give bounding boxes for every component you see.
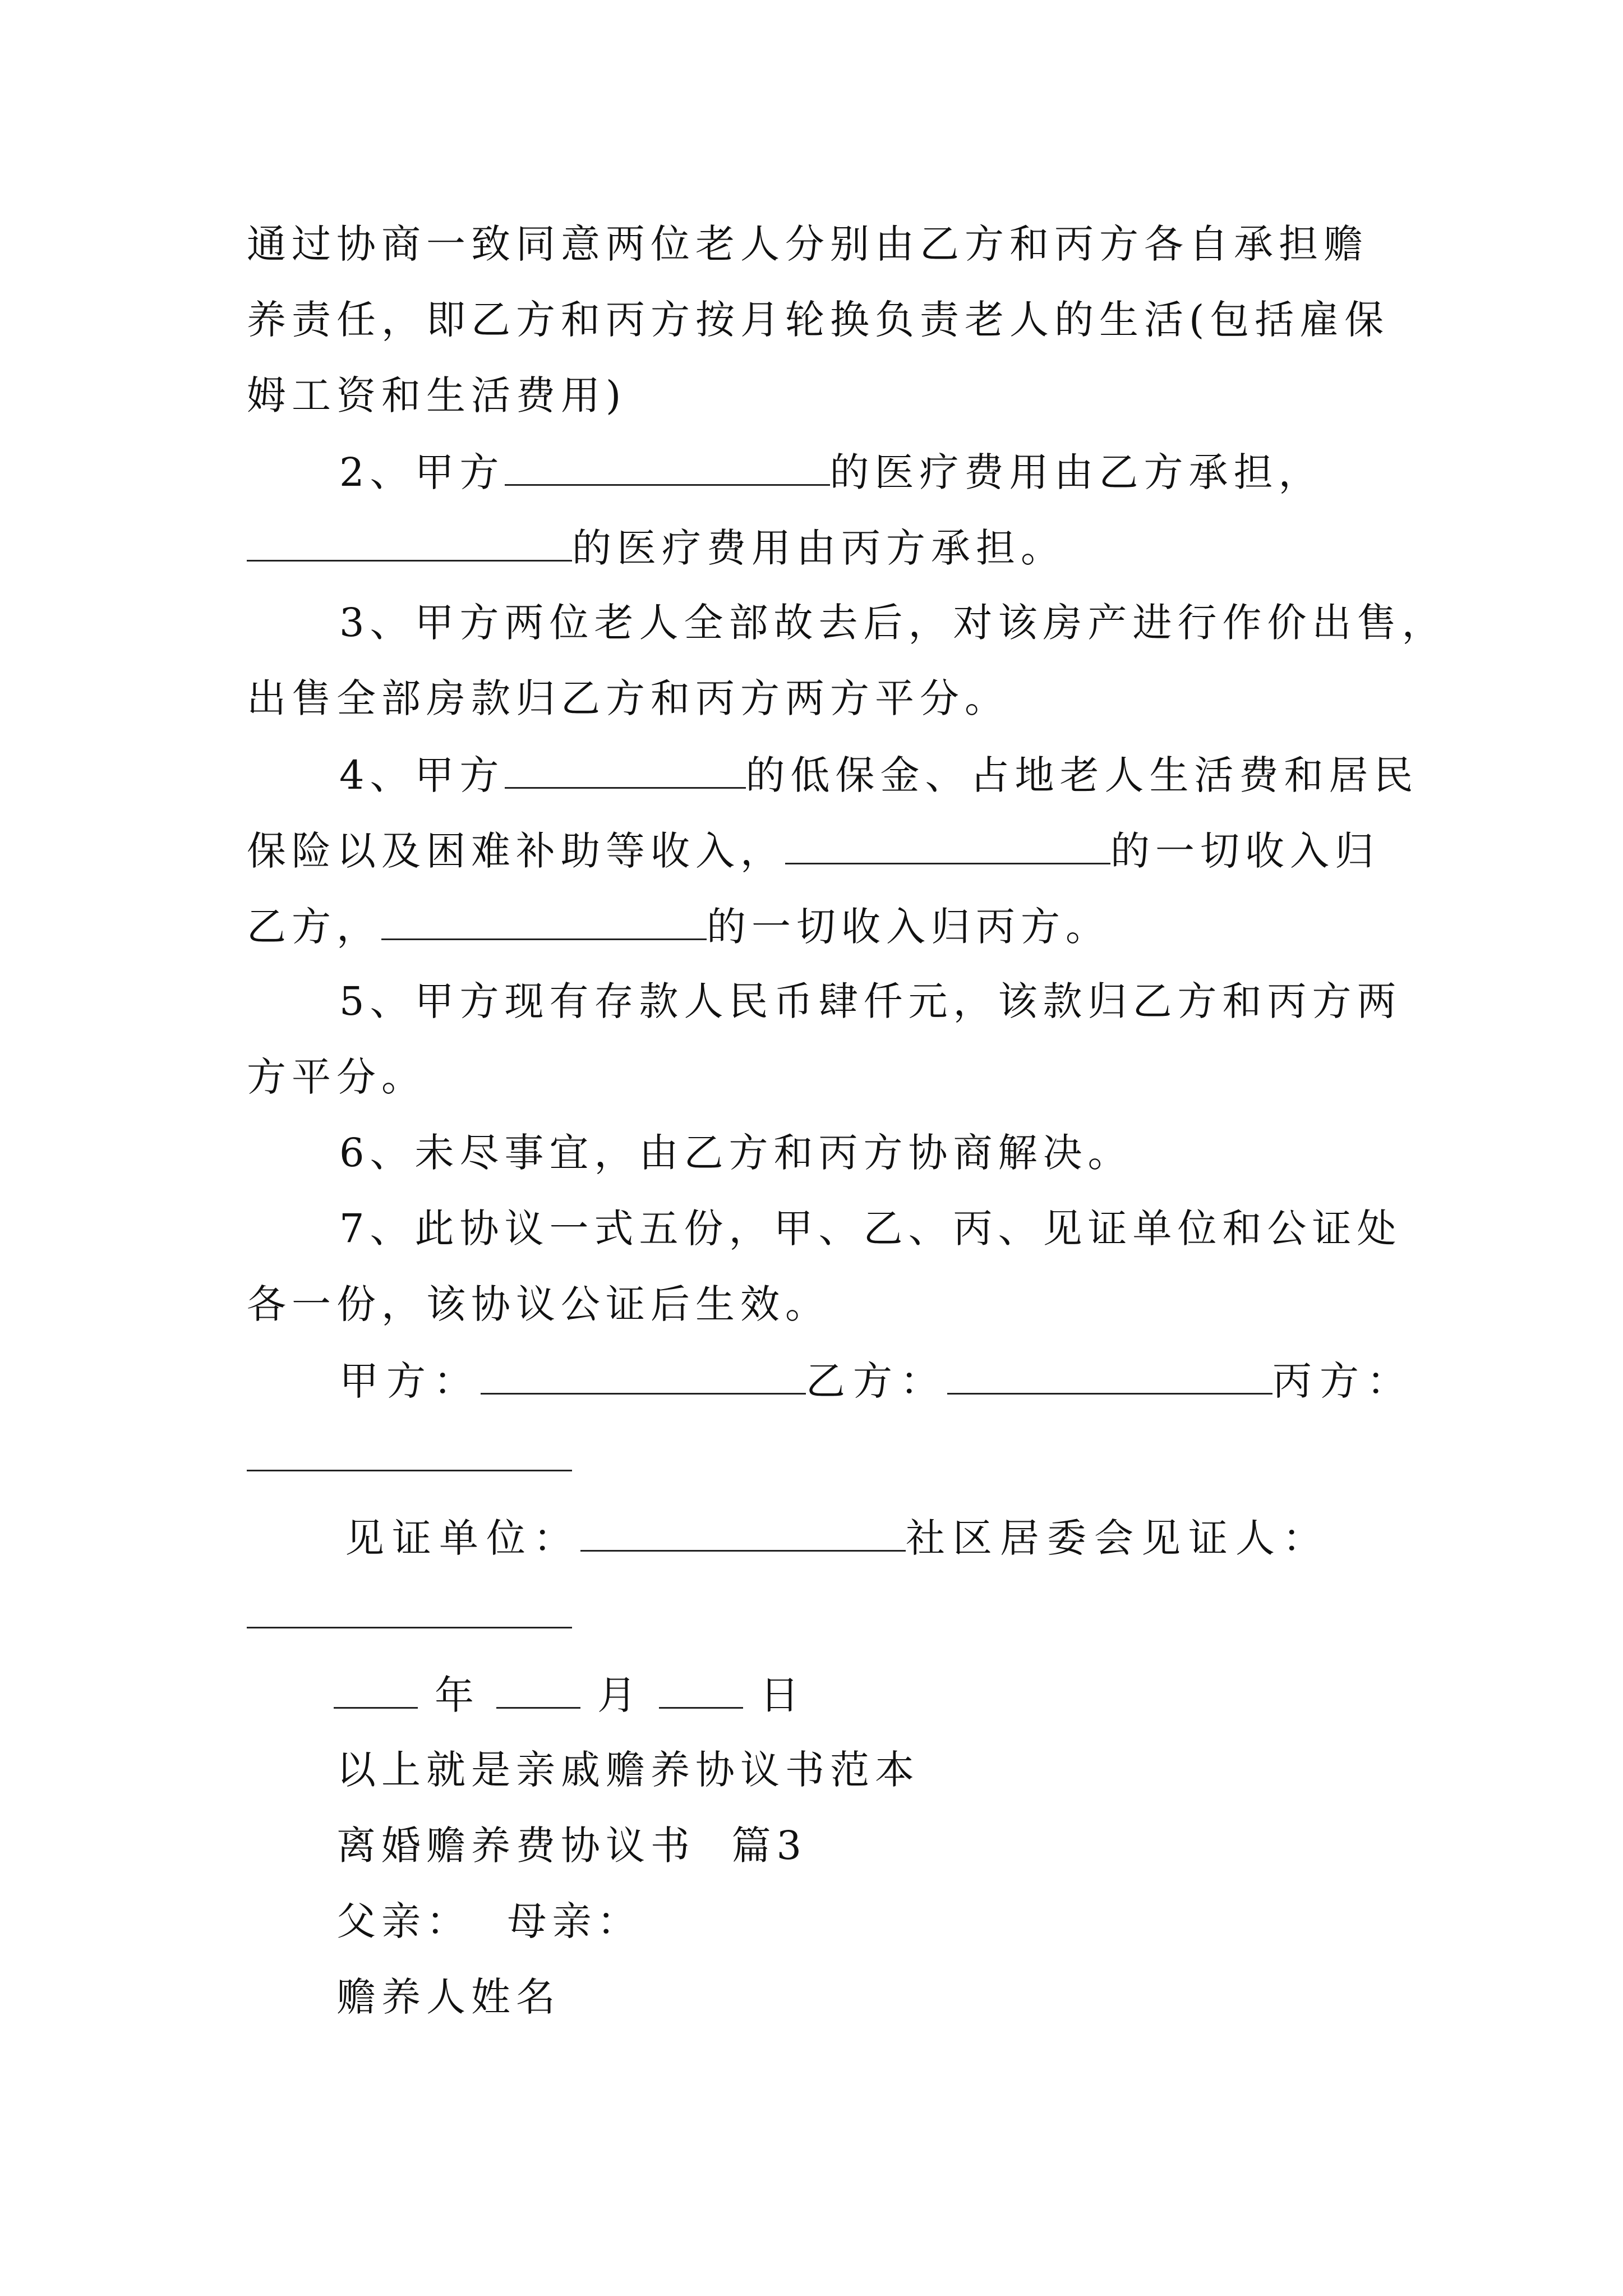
item-2-suffix: 的医疗费用由丙方承担。 <box>572 525 1066 571</box>
item-7-line-2: 各一份，该协议公证后生效。 <box>247 1281 830 1327</box>
item-2-prefix: 2、甲方 <box>339 449 505 495</box>
day-label: 日 <box>760 1672 805 1718</box>
item-4-line-3 <box>247 904 1110 950</box>
party-c-blank <box>247 1470 572 1471</box>
item-4-line-2-start: 保险以及困难补助等收入， <box>247 828 785 874</box>
parents-line: 父亲： 母亲： <box>336 1898 642 1944</box>
item-4-blank-1 <box>505 754 746 789</box>
year-blank <box>334 1674 418 1709</box>
item-2-mid: 的医疗费用由乙方承担， <box>829 449 1324 495</box>
item-4-blank-2 <box>785 830 1110 864</box>
month-label: 月 <box>597 1672 642 1718</box>
month-blank <box>496 1674 580 1709</box>
item-4-line-3-end: 的一切收入归丙方。 <box>707 904 1110 950</box>
party-b-label: 乙方： <box>806 1358 947 1404</box>
closing-text: 以上就是亲戚赡养协议书范本 <box>336 1747 920 1793</box>
signature-line-parties <box>339 1358 1414 1404</box>
party-c-label: 丙方： <box>1272 1358 1414 1404</box>
item-3-line-2: 出售全部房款归乙方和丙方两方平分。 <box>247 675 1009 721</box>
date-line <box>334 1672 805 1718</box>
item-2-line-2 <box>247 525 1066 571</box>
paragraph-1-line-2: 养责任，即乙方和丙方按月轮换负责老人的生活(包括雇保 <box>247 297 1390 343</box>
item-4-prefix: 4、甲方 <box>339 752 505 798</box>
item-5-line-2: 方平分。 <box>247 1054 426 1100</box>
item-5-line-1: 5、甲方现有存款人民币肆仟元，该款归乙方和丙方两 <box>339 978 1402 1024</box>
supporter-name-line: 赡养人姓名 <box>336 1974 561 2020</box>
item-4-line-2 <box>247 828 1380 874</box>
item-4-line-1 <box>339 752 1419 798</box>
item-2-line-1 <box>339 449 1324 495</box>
signature-line-witness <box>345 1515 1330 1561</box>
section-title: 离婚赡养费协议书 篇3 <box>336 1823 808 1869</box>
year-label: 年 <box>435 1672 479 1718</box>
paragraph-1-line-1: 通过协商一致同意两位老人分别由乙方和丙方各自承担赡 <box>247 221 1368 267</box>
item-4-line-3-start: 乙方， <box>247 904 381 950</box>
item-2-blank-2 <box>247 527 572 562</box>
community-witness-blank <box>247 1627 572 1628</box>
item-7-line-1: 7、此协议一式五份，甲、乙、丙、见证单位和公证处 <box>339 1205 1402 1251</box>
party-b-blank <box>947 1360 1272 1395</box>
community-witness-label: 社区居委会见证人： <box>906 1515 1330 1561</box>
day-blank <box>659 1674 743 1709</box>
paragraph-1-line-3: 姆工资和生活费用) <box>247 372 627 418</box>
item-4-blank-3 <box>381 906 707 940</box>
item-4-mid: 的低保金、占地老人生活费和居民 <box>745 752 1419 798</box>
party-a-blank <box>481 1360 806 1395</box>
item-6: 6、未尽事宜，由乙方和丙方协商解决。 <box>339 1130 1133 1176</box>
witness-unit-blank <box>580 1517 906 1552</box>
party-a-label: 甲方： <box>339 1358 481 1404</box>
item-2-blank-1 <box>505 452 830 486</box>
witness-unit-label: 见证单位： <box>345 1515 580 1561</box>
item-3-line-1: 3、甲方两位老人全部故去后，对该房产进行作价出售， <box>339 600 1447 646</box>
item-4-line-2-end: 的一切收入归 <box>1110 828 1380 874</box>
